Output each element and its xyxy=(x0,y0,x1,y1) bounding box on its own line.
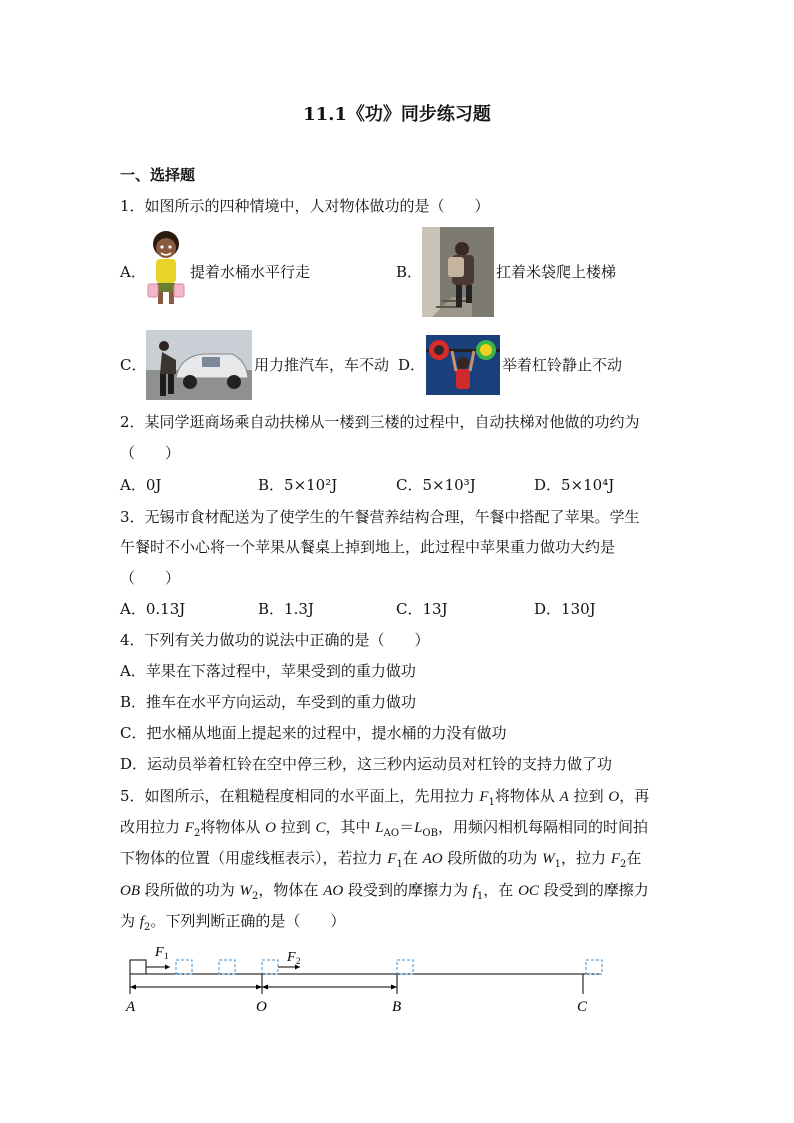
point-a-label: A xyxy=(126,999,136,1015)
flash-frame xyxy=(262,960,278,974)
q4-option-c: C．把水桶从地面上提起来的过程中，提水桶的力没有做功 xyxy=(120,724,507,742)
q3-option-c: C．13J xyxy=(396,600,448,618)
q5-stem-line2: 改用拉力 $F_2$将物体从 O 拉到 C，其中 $L_{AO}=L_{OB}$，用频闪相机每隔相同的时间拍 xyxy=(120,818,648,839)
flash-frame xyxy=(176,960,192,974)
q1-option-a-letter: A． xyxy=(120,263,146,281)
q2-option-d: D．5×10⁴J xyxy=(534,476,615,494)
q1-option-b-image xyxy=(422,227,494,317)
q3-option-d: D．130J xyxy=(534,600,596,618)
f1-label-sub: 1 xyxy=(164,951,169,961)
q3-option-a: A．0.13J xyxy=(120,600,186,618)
q1-option-d-image xyxy=(426,335,500,395)
q2-stem-line2: （ ） xyxy=(120,444,181,462)
f1-label: F xyxy=(155,945,164,960)
object-block xyxy=(130,960,146,974)
flash-frame xyxy=(586,960,602,974)
f2-label-sub: 2 xyxy=(296,956,301,966)
f1-arrowhead xyxy=(165,965,170,970)
point-b-label: B xyxy=(392,999,402,1015)
q4-option-d: D．运动员举着杠铃在空中停三秒，这三秒内运动员对杠铃的支持力做了功 xyxy=(120,755,613,773)
q1-option-a-image xyxy=(144,228,188,314)
q1-option-b-text: 扛着米袋爬上楼梯 xyxy=(496,263,617,281)
q5-stem-line3: 下物体的位置（用虚线框表示），若拉力 $F_1$在 AO 段所做的功为 $W_1$，拉力 $F_2$在 xyxy=(120,849,642,870)
f2-label: F xyxy=(287,950,296,965)
q5-stem-line5: 为 $f_2$。下列判断正确的是（ ） xyxy=(120,912,346,933)
q3-option-b: B．1.3J xyxy=(258,600,314,618)
page-title: 11.1《功》同步练习题 xyxy=(303,104,491,125)
q2-option-a: A．0J xyxy=(120,476,162,494)
q1-option-c-image xyxy=(146,330,252,400)
q3-stem-line1: 3．无锡市食材配送为了使学生的午餐营养结构合理，午餐中搭配了苹果。学生 xyxy=(120,508,640,526)
q2-option-b: B．5×10²J xyxy=(258,476,338,494)
q5-stem-line4: OB 段所做的功为 $W_2$，物体在 AO 段受到的摩擦力为 $f_1$，在 OC 段受到的摩擦力 xyxy=(120,881,649,902)
q1-option-d-text: 举着杠铃静止不动 xyxy=(502,356,623,374)
q1-option-d-letter: D． xyxy=(398,356,426,374)
point-c-label: C xyxy=(577,999,588,1015)
q1-option-c-text: 用力推汽车，车不动 xyxy=(254,356,390,374)
q2-stem-line1: 2．某同学逛商场乘自动扶梯从一楼到三楼的过程中，自动扶梯对他做的功约为 xyxy=(120,413,640,431)
q4-option-b: B．推车在水平方向运动，车受到的重力做功 xyxy=(120,693,417,711)
q4-stem: 4．下列有关力做功的说法中正确的是（ ） xyxy=(120,631,430,649)
q5-stem-line1: 5．如图所示，在粗糙程度相同的水平面上，先用拉力 $F_1$将物体从 A 拉到 O，再 xyxy=(120,787,650,808)
q4-option-a: A．苹果在下落过程中，苹果受到的重力做功 xyxy=(120,662,416,680)
q1-option-b-letter: B． xyxy=(396,263,423,281)
point-o-label: O xyxy=(256,999,267,1015)
q2-option-c: C．5×10³J xyxy=(396,476,476,494)
q1-stem: 1．如图所示的四种情境中，人对物体做功的是（ ） xyxy=(120,197,490,215)
section-heading: 一、选择题 xyxy=(120,166,196,184)
q5-diagram xyxy=(110,938,620,1018)
q1-option-a-text: 提着水桶水平行走 xyxy=(190,263,311,281)
flash-frame xyxy=(219,960,235,974)
q3-stem-line2: 午餐时不小心将一个苹果从餐桌上掉到地上，此过程中苹果重力做功大约是 xyxy=(120,538,616,556)
q3-stem-line3: （ ） xyxy=(120,569,181,587)
q1-option-c-letter: C． xyxy=(120,356,147,374)
flash-frame xyxy=(397,960,413,974)
